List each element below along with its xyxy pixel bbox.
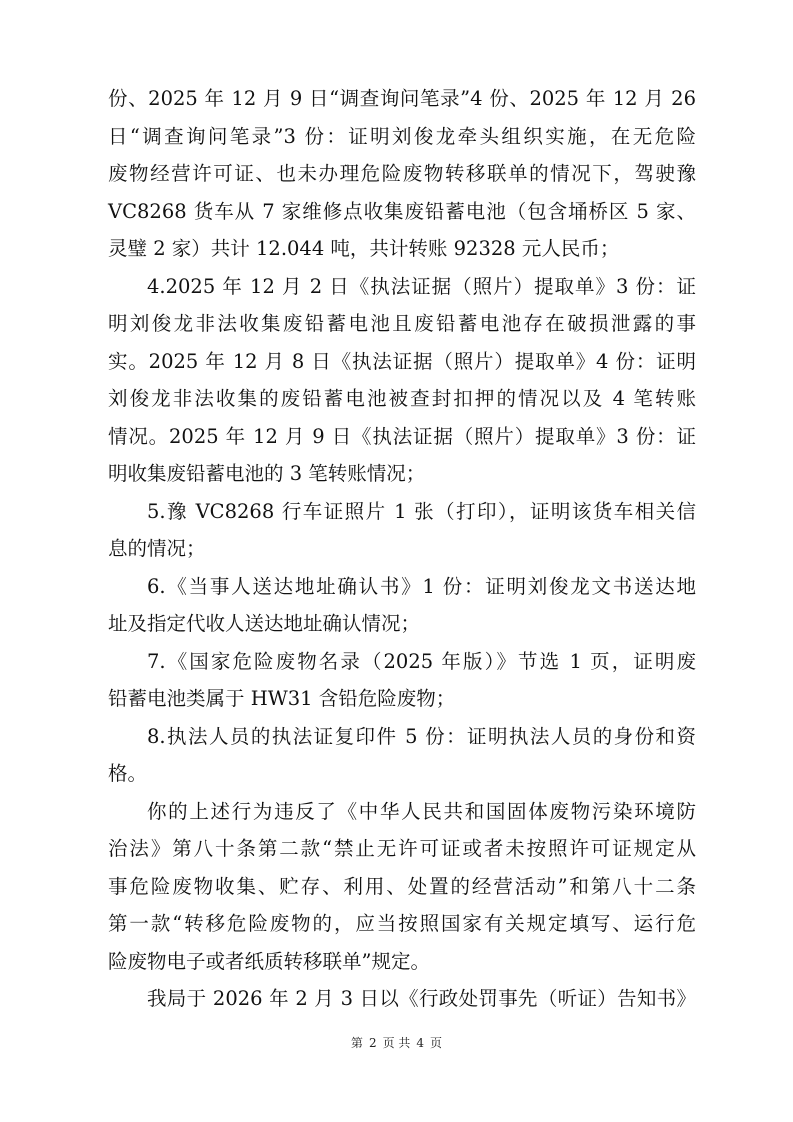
text-line: 7.《国家危险废物名录（2025 年版）》节选 1 页，证明废 (147, 649, 696, 673)
text-line: 铅蓄电池类属于 HW31 含铅危险废物； (108, 687, 456, 710)
footer-suffix: 页 (430, 1036, 443, 1050)
footer-current-page: 2 (368, 1036, 377, 1050)
text-line: 废物经营许可证、也未办理危险废物转移联单的情况下，驾驶豫 (108, 162, 696, 185)
text-line: 格。 (108, 762, 148, 785)
document-body (108, 80, 696, 1018)
text-line: 情况。2025 年 12 月 9 日《执法证据（照片）提取单》3 份：证 (108, 424, 696, 448)
footer-prefix: 第 (350, 1036, 363, 1050)
text-line: 险废物电子或者纸质转移联单”规定。 (108, 949, 430, 973)
text-line: 6.《当事人送达地址确认书》1 份：证明刘俊龙文书送达地 (147, 574, 696, 598)
text-line: 5.豫 VC8268 行车证照片 1 张（打印），证明该货车相关信 (147, 499, 696, 523)
text-line: 我局于 2026 年 2 月 3 日以《行政处罚事先（听证）告知书》 (147, 987, 696, 1010)
text-line: 你的上述行为违反了《中华人民共和国固体废物污染环境防 (147, 799, 696, 823)
text-line: 刘俊龙非法收集的废铅蓄电池被查封扣押的情况以及 4 笔转账 (108, 387, 696, 410)
text-line: 息的情况； (108, 537, 206, 560)
text-line: 份、2025 年 12 月 9 日“调查询问笔录”4 份、2025 年 12 月 26 (108, 87, 696, 110)
text-line: 治法》第八十条第二款“禁止无许可证或者未按照许可证规定从 (108, 837, 696, 860)
text-line: 灵璧 2 家）共计 12.044 吨，共计转账 92328 元人民币； (108, 237, 620, 260)
text-line: 明刘俊龙非法收集废铅蓄电池且废铅蓄电池存在破损泄露的事 (108, 312, 696, 335)
text-line: 址及指定代收人送达地址确认情况； (108, 612, 421, 635)
text-line: 8.执法人员的执法证复印件 5 份：证明执法人员的身份和资 (147, 724, 696, 748)
footer-total-pages: 4 (416, 1036, 425, 1050)
text-line: 4.2025 年 12 月 2 日《执法证据（照片）提取单》3 份：证 (147, 274, 696, 298)
page-footer (0, 1035, 793, 1051)
footer-middle: 页 共 (382, 1036, 411, 1050)
text-line: 日“调查询问笔录”3 份：证明刘俊龙牵头组织实施，在无危险 (108, 124, 696, 148)
text-line: 实。2025 年 12 月 8 日《执法证据（照片）提取单》4 份：证明 (108, 349, 696, 373)
text-line: 明收集废铅蓄电池的 3 笔转账情况； (108, 462, 426, 485)
text-line: VC8268 货车从 7 家维修点收集废铅蓄电池（包含埇桥区 5 家、 (108, 199, 696, 223)
text-line: 第一款“转移危险废物的，应当按照国家有关规定填写、运行危 (108, 912, 696, 935)
text-line: 事危险废物收集、贮存、利用、处置的经营活动”和第八十二条 (108, 874, 696, 898)
